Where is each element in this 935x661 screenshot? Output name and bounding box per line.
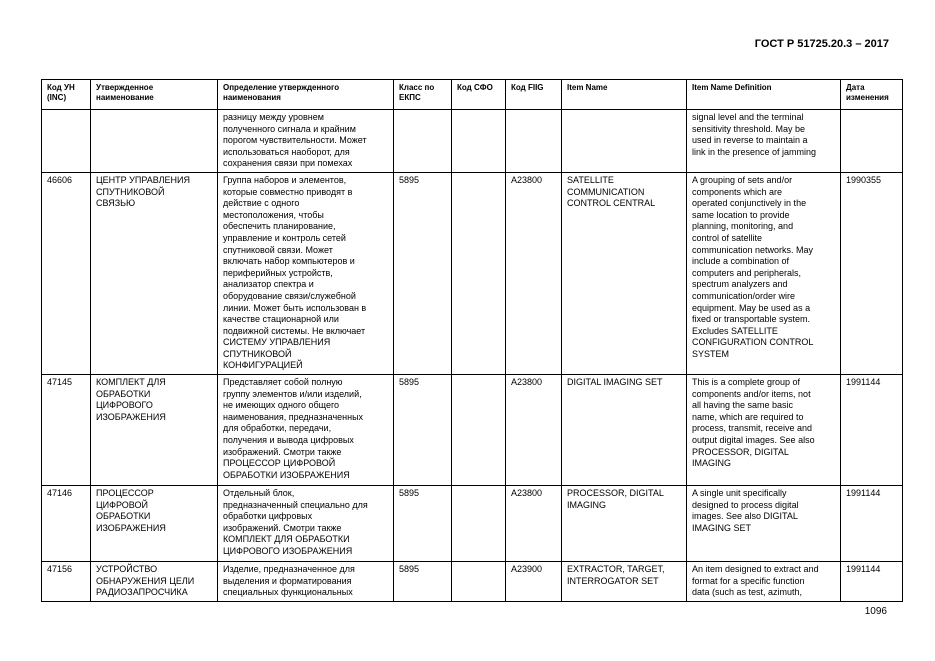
column-header-ekps-class: Класс по ЕКПС bbox=[394, 80, 452, 110]
cell-change-date: 1991144 bbox=[841, 375, 903, 486]
cell-fiig-code bbox=[506, 110, 562, 173]
table-row bbox=[42, 486, 903, 562]
cell-ekps-class: 5895 bbox=[394, 172, 452, 374]
column-header-sfo-code: Код СФО bbox=[452, 80, 506, 110]
cell-definition: Отдельный блок, предназначенный специально для обработки цифровых изображений. Смотри также КОМПЛЕКТ ДЛЯ ОБРАБОТКИ ЦИФРОВОГО ИЗОБРАЖЕНИЯ bbox=[218, 486, 394, 562]
cell-item-name-definition: A single unit specifically designed to process digital images. See also DIGITAL IMAGING SET bbox=[687, 486, 841, 562]
column-header-definition: Определение утвержденного наименования bbox=[218, 80, 394, 110]
cell-change-date: 1991144 bbox=[841, 486, 903, 562]
cell-item-name: EXTRACTOR, TARGET, INTERROGATOR SET bbox=[562, 562, 687, 602]
cell-sfo-code bbox=[452, 486, 506, 562]
table-row bbox=[42, 562, 903, 602]
cell-ekps-class: 5895 bbox=[394, 562, 452, 602]
cell-definition: Представляет собой полную группу элементов и/или изделий, не имеющих одного общего наименования, предназначенных для обработки, передачи, получения и вывода цифровых изображений. Смотри также ПРОЦЕССОР ЦИФРОВОЙ ОБРАБОТКИ ИЗОБРАЖЕНИЯ bbox=[218, 375, 394, 486]
cell-inc: 47156 bbox=[42, 562, 91, 602]
cell-sfo-code bbox=[452, 375, 506, 486]
cell-inc: 46606 bbox=[42, 172, 91, 374]
column-header-change-date: Дата изменения bbox=[841, 80, 903, 110]
cell-approved-name: КОМПЛЕКТ ДЛЯ ОБРАБОТКИ ЦИФРОВОГО ИЗОБРАЖЕНИЯ bbox=[91, 375, 218, 486]
cell-definition: Группа наборов и элементов, которые совместно приводят в действие с одного местоположения, чтобы обеспечить планирование, управление и контроль сетей спутниковой связи. Может включать набор компьютеров и периферийных устройств, анализатор спектра и оборудование связи/служебной линии. Может быть использован в качестве стационарной или подвижной системы. Не включает СИСТЕМУ УПРАВЛЕНИЯ СПУТНИКОВОЙ КОНФИГУРАЦИЕЙ bbox=[218, 172, 394, 374]
column-header-approved-name: Утвержденное наименование bbox=[91, 80, 218, 110]
cell-fiig-code: A23900 bbox=[506, 562, 562, 602]
cell-approved-name bbox=[91, 110, 218, 173]
column-header-fiig-code: Код FIIG bbox=[506, 80, 562, 110]
cell-item-name: PROCESSOR, DIGITAL IMAGING bbox=[562, 486, 687, 562]
column-header-item-name-definition: Item Name Definition bbox=[687, 80, 841, 110]
cell-item-name: DIGITAL IMAGING SET bbox=[562, 375, 687, 486]
cell-item-name-definition: This is a complete group of components and/or items, not all having the same basic name, which are required to process, transmit, receive and output digital images. See also PROCESSOR, DIGITAL IMAGING bbox=[687, 375, 841, 486]
cell-definition: разницу между уровнем полученного сигнала и крайним порогом чувствительности. Может использоваться наоборот, для сохранения связи при помехах bbox=[218, 110, 394, 173]
cell-item-name-definition: signal level and the terminal sensitivity threshold. May be used in reverse to maintain a link in the presence of jamming bbox=[687, 110, 841, 173]
cell-fiig-code: A23800 bbox=[506, 172, 562, 374]
cell-sfo-code bbox=[452, 172, 506, 374]
cell-inc: 47146 bbox=[42, 486, 91, 562]
column-header-inc: Код УН (INC) bbox=[42, 80, 91, 110]
cell-change-date: 1990355 bbox=[841, 172, 903, 374]
cell-definition: Изделие, предназначенное для выделения и форматирования специальных функциональных bbox=[218, 562, 394, 602]
cell-ekps-class: 5895 bbox=[394, 375, 452, 486]
table-row bbox=[42, 375, 903, 486]
classification-table bbox=[41, 79, 903, 602]
table-header-row bbox=[42, 80, 903, 110]
cell-change-date bbox=[841, 110, 903, 173]
cell-approved-name: УСТРОЙСТВО ОБНАРУЖЕНИЯ ЦЕЛИ РАДИОЗАПРОСЧИКА bbox=[91, 562, 218, 602]
cell-item-name bbox=[562, 110, 687, 173]
cell-sfo-code bbox=[452, 562, 506, 602]
cell-item-name-definition: A grouping of sets and/or components which are operated conjunctively in the same location to provide planning, monitoring, and control of satellite communication networks. May include a combination of computers and peripherals, spectrum analyzers and communication/order wire equipment. May be used as a fixed or transportable system. Excludes SATELLITE CONFIGURATION CONTROL SYSTEM bbox=[687, 172, 841, 374]
cell-change-date: 1991144 bbox=[841, 562, 903, 602]
cell-approved-name: ЦЕНТР УПРАВЛЕНИЯ СПУТНИКОВОЙ СВЯЗЬЮ bbox=[91, 172, 218, 374]
cell-ekps-class: 5895 bbox=[394, 486, 452, 562]
column-header-item-name: Item Name bbox=[562, 80, 687, 110]
page-number: 1096 bbox=[864, 606, 887, 617]
cell-sfo-code bbox=[452, 110, 506, 173]
cell-inc: 47145 bbox=[42, 375, 91, 486]
cell-item-name: SATELLITE COMMUNICATION CONTROL CENTRAL bbox=[562, 172, 687, 374]
cell-fiig-code: A23800 bbox=[506, 486, 562, 562]
cell-approved-name: ПРОЦЕССОР ЦИФРОВОЙ ОБРАБОТКИ ИЗОБРАЖЕНИЯ bbox=[91, 486, 218, 562]
table-row bbox=[42, 172, 903, 374]
cell-ekps-class bbox=[394, 110, 452, 173]
table-row bbox=[42, 110, 903, 173]
cell-item-name-definition: An item designed to extract and format for a specific function data (such as test, azimuth, bbox=[687, 562, 841, 602]
cell-inc bbox=[42, 110, 91, 173]
cell-fiig-code: A23800 bbox=[506, 375, 562, 486]
document-standard-header: ГОСТ Р 51725.20.3 – 2017 bbox=[754, 38, 889, 50]
